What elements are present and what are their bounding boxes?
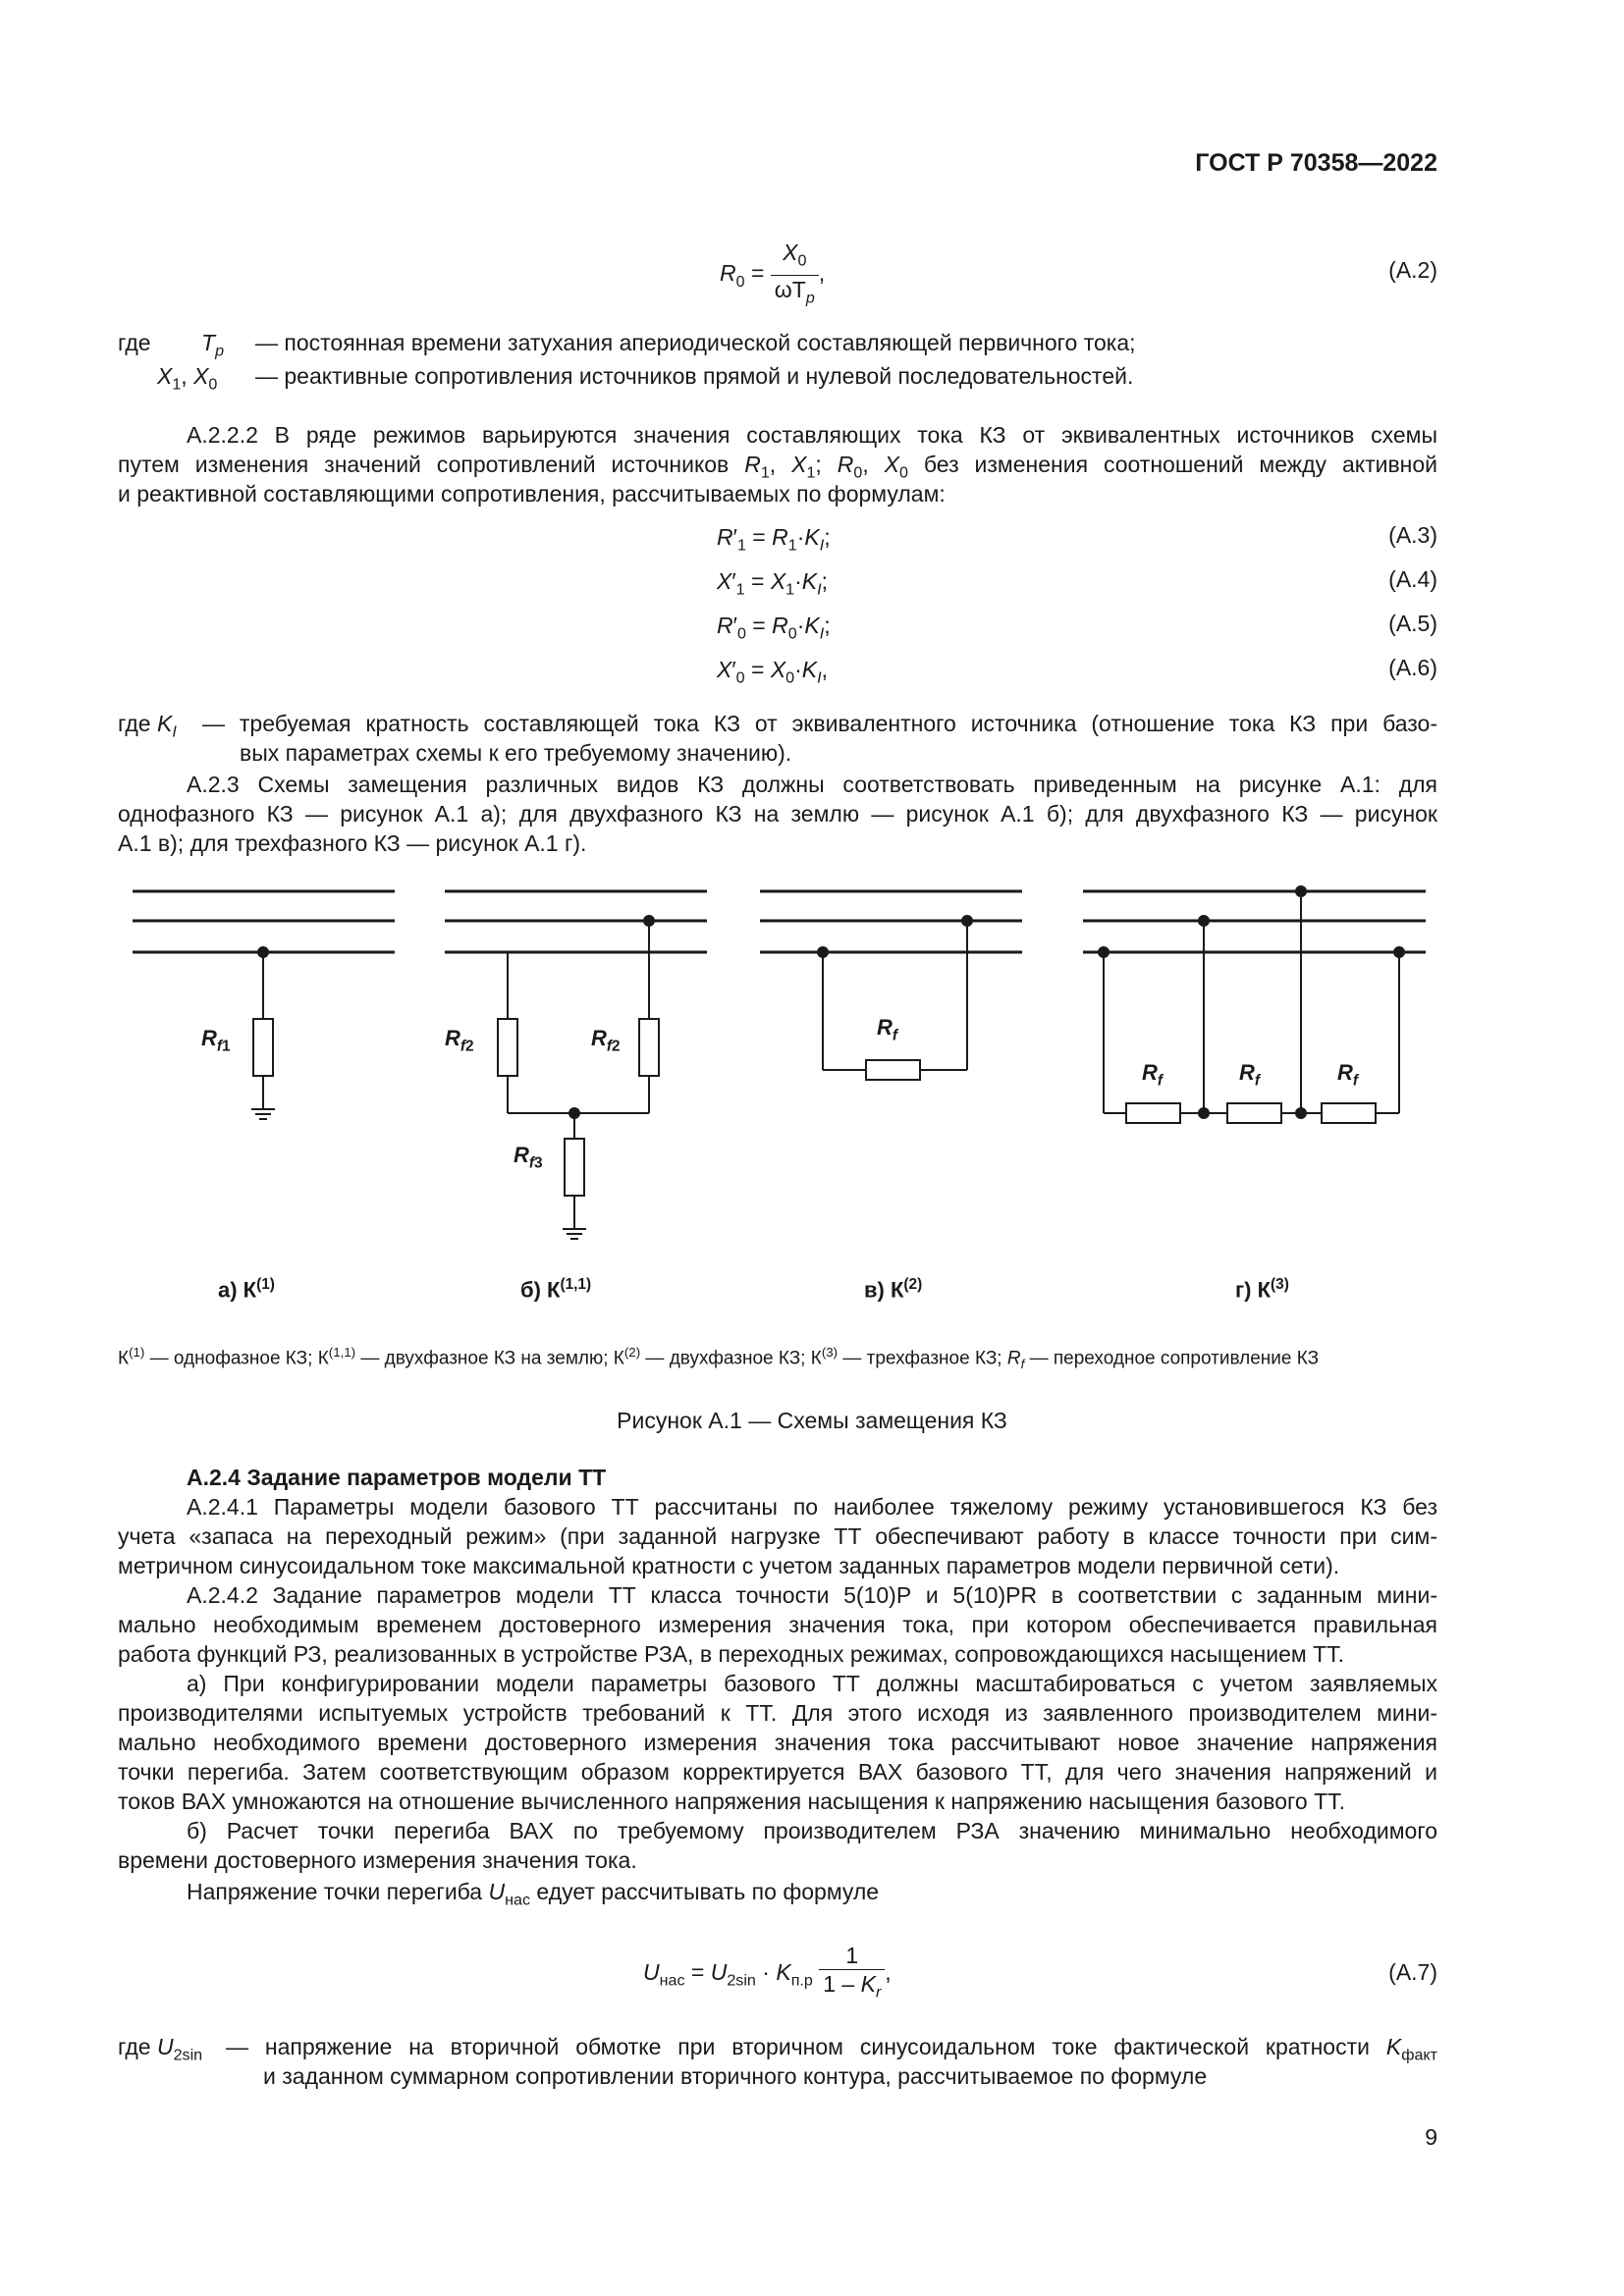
diagram-label-b: б) К$^{(1,1)}$ xyxy=(520,1276,592,1303)
diagram-label-v: в) $К^{(2)}$ xyxy=(864,1276,923,1303)
equation-a3: $R'_1 = R_1\cdot K_I$; xyxy=(717,524,831,555)
section-a24-p1: А.2.4.1 Параметры модели базового ТТ рассчитаны по наиболее тяжелому режиму установившегося КЗ без учета «запаса на переходный режим» (при заданной нагрузке ТТ обеспечивают работу в классе точности при сим- метричном синусоидальном токе максимальной кратности с учетом заданных параметров модели первичной сети). xyxy=(118,1494,1437,1578)
where-label-2: где $K_I$ xyxy=(118,711,177,741)
equation-a6-number: (А.6) xyxy=(1388,655,1437,680)
diagram-a xyxy=(133,891,395,1119)
section-a24-p5: Напряжение точки перегиба $U_{нас}$ едует рассчитывать по формуле xyxy=(187,1879,880,1909)
where-term-x1x0: $X_1$, $X_0$ xyxy=(157,363,218,394)
figure-caption: Рисунок А.1 — Схемы замещения КЗ xyxy=(617,1408,1007,1433)
where-label-3: где $U_{2sin}$ xyxy=(118,2034,203,2064)
resistor-label-rf3: $R_{f3}$ xyxy=(514,1143,543,1172)
equation-a4-number: (А.4) xyxy=(1388,566,1437,592)
diagram-label-g: г) $К^{(3)}$ xyxy=(1235,1276,1289,1303)
resistor-label-rf-g3: $R_f$ xyxy=(1337,1060,1359,1090)
section-a24-p2: А.2.4.2 Задание параметров модели ТТ класса точности 5(10)Р и 5(10)PR в соответствии с заданным мини- мально необходимым временем достоверного измерения значения тока, при котором обеспечивается правильная работа функций РЗ, реализованных в устройстве РЗА, в переходных режимах, сопровождающихся насыщением ТТ. xyxy=(118,1582,1437,1667)
para-a23-line3: А.1 в); для трехфазного КЗ — рисунок А.1 г). xyxy=(118,830,587,856)
equation-a2: $R_0$ = $\frac{X_0}{\omega T_p}$ , xyxy=(720,240,826,307)
where-def-u2sin-line1: — напряжение на вторичной обмотке при вторичном синусоидальном токе фактической кратности $K_{факт}$ xyxy=(226,2034,1437,2064)
equation-a7: $U_{нас} = U_{2sin} \cdot K_{п.р}$ $\frac{1}{1 - K_r}$ , xyxy=(643,1943,892,2002)
equation-a5-number: (А.5) xyxy=(1388,611,1437,636)
equation-a2-number: (А.2) xyxy=(1388,257,1437,283)
diagram-label-a: а) $К^{(1)}$ xyxy=(218,1276,275,1303)
resistor-label-rf1: $R_{f1}$ xyxy=(201,1026,231,1055)
para-a222-line2: путем изменения значений сопротивлений источников $R_1$, $X_1$; $R_0$, $X_0$ без изменения соотношений между активной xyxy=(118,452,1438,482)
para-a23-line1: А.2.3 Схемы замещения различных видов КЗ должны соответствовать приведенным на рисунке А.1: для xyxy=(187,772,1437,797)
equation-a3-number: (А.3) xyxy=(1388,522,1437,548)
diagram-v xyxy=(760,891,1022,1080)
para-a23-line2: однофазного КЗ — рисунок А.1 а); для двухфазного КЗ на землю — рисунок А.1 б); для двухфазного КЗ — рисунок xyxy=(118,801,1437,827)
page-number: 9 xyxy=(1425,2124,1437,2150)
section-a24-p3: а) При конфигурировании модели параметры базового ТТ должны масштабироваться с учетом заявляемых производителями испытуемых устройств требований к ТТ. Для этого исходя из заявленного производителем мини- мально необходимого времени достоверного измерения значения тока рассчитывают новое значение напряжения точки перегиба. Затем соответствующим образом корректируется ВАХ базового ТТ, для чего значения напряжений и токов ВАХ умножаются на отношение вычисленного напряжения насыщения к напряжению насыщения базового ТТ. xyxy=(118,1671,1437,1814)
equation-a7-number: (А.7) xyxy=(1388,1959,1437,1985)
equation-a6: $X'_0 = X_0\cdot K_I$, xyxy=(717,657,829,687)
figure-legend: $К^{(1)}$ — однофазное КЗ; К$^{(1,1)}$ — двухфазное КЗ на землю; $К^{(2)}$ — двухфазное КЗ; $К^{(3)}$ — трехфазное КЗ; $R_f$ — переходное сопротивление КЗ xyxy=(118,1345,1320,1372)
resistor-label-rf2-left: $R_{f2}$ xyxy=(445,1026,474,1055)
para-a222-line1: А.2.2.2 В ряде режимов варьируются значения составляющих тока КЗ от эквивалентных источников схемы xyxy=(187,422,1437,448)
where-def-x1x0: — реактивные сопротивления источников прямой и нулевой последовательностей. xyxy=(255,363,1134,389)
figure-a1-diagram xyxy=(0,864,1624,1286)
section-a24-title: А.2.4 Задание параметров модели ТТ xyxy=(187,1465,607,1490)
resistor-label-rf-g2: $R_f$ xyxy=(1239,1060,1261,1090)
section-a24-p4: б) Расчет точки перегиба ВАХ по требуемому производителем РЗА значению минимально необходимого времени достоверного измерения значения тока. xyxy=(118,1818,1437,1873)
document-header: ГОСТ Р 70358—2022 xyxy=(1195,149,1437,177)
where-label-1: где xyxy=(118,330,151,355)
resistor-label-rf-v: $R_f$ xyxy=(877,1015,898,1044)
para-a222-line3: и реактивной составляющими сопротивления, рассчитываемых по формулам: xyxy=(118,481,946,507)
equation-a5: $R'_0 = R_0\cdot K_I$; xyxy=(717,613,831,643)
where-def-tp: — постоянная времени затухания апериодической составляющей первичного тока; xyxy=(255,330,1136,355)
resistor-label-rf-g1: $R_f$ xyxy=(1142,1060,1164,1090)
resistor-label-rf2-right: $R_{f2}$ xyxy=(591,1026,621,1055)
where-def-ki-line2: вых параметрах схемы к его требуемому значению). xyxy=(240,740,792,766)
diagram-b xyxy=(445,891,707,1239)
where-def-ki-line1: — требуемая кратность составляющей тока КЗ от эквивалентного источника (отношение тока КЗ при базо- xyxy=(202,711,1437,736)
equation-a4: $X'_1 = X_1\cdot K_I$; xyxy=(717,568,829,599)
where-def-u2sin-line2: и заданном суммарном сопротивлении вторичного контура, рассчитываемое по формуле xyxy=(263,2063,1208,2089)
where-term-tp: $T_p$ xyxy=(201,330,225,360)
